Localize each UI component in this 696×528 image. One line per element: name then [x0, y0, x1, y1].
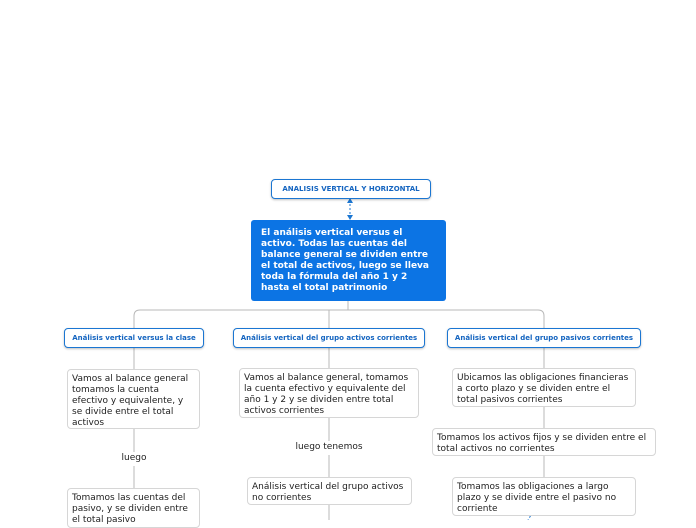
right-leaf-1[interactable] [452, 368, 636, 407]
branch-right-node[interactable] [447, 328, 641, 348]
center-connector-label: luego tenemos [295, 442, 363, 452]
main-topic-node[interactable] [251, 220, 446, 301]
branch-left-label: Análisis vertical versus la clase [72, 333, 196, 342]
right-leaf-3[interactable] [452, 477, 636, 516]
left-leaf-1[interactable] [67, 369, 200, 429]
center-leaf-2[interactable] [247, 477, 412, 505]
main-topic-text: El análisis vertical versus el activo. Todas las cuentas del balance general se dividen entre el total de activos, luego se lleva toda la fórmula del año 1 y 2 hasta el total patrimonio [261, 228, 429, 293]
left-leaf-1-text: Vamos al balance general tomamos la cuenta efectivo y equivalente, y se divide entre el total activos [72, 374, 189, 428]
center-leaf-1[interactable] [239, 368, 419, 418]
left-connector-text[interactable] [104, 453, 164, 465]
branch-right-label: Análisis vertical del grupo pasivos corrientes [454, 333, 634, 342]
title-text: ANALISIS VERTICAL Y HORIZONTAL [282, 184, 420, 193]
right-leaf-2-text: Tomamos los activos fijos y se dividen entre el total activos no corrientes [437, 433, 647, 454]
center-leaf-2-text: Análisis vertical del grupo activos no corrientes [252, 482, 404, 503]
center-leaf-1-text: Vamos al balance general, tomamos la cuenta efectivo y equivalente del año 1 y 2 y se dividen entre total activos corrientes [244, 373, 409, 416]
left-leaf-2[interactable] [67, 488, 200, 528]
branch-center-label: Análisis vertical del grupo activos corrientes [240, 333, 418, 342]
main-to-branches-link [134, 300, 544, 328]
right-leaf-2[interactable] [432, 428, 656, 456]
right-leaf-1-text: Ubicamos las obligaciones financieras a corto plazo y se dividen entre el total pasivos corrientes [457, 373, 629, 405]
branch-center-node[interactable] [233, 328, 425, 348]
left-connector-label: luego [121, 453, 147, 463]
right-leaf-3-text: Tomamos las obligaciones a largo plazo y se divide entre el pasivo no corriente [457, 482, 617, 514]
branch-left-node[interactable] [64, 328, 204, 348]
title-node[interactable] [271, 179, 431, 199]
center-connector-text[interactable] [279, 442, 379, 454]
left-leaf-2-text: Tomamos las cuentas del pasivo, y se dividen entre el total pasivo [72, 493, 188, 525]
